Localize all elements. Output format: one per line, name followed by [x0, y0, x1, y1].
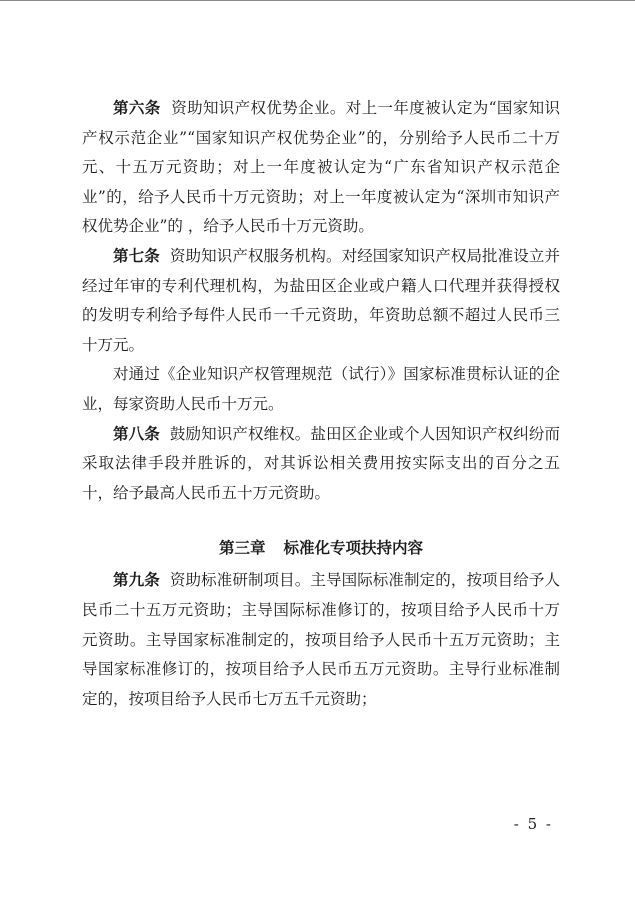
- article-8-paragraph: [82, 420, 560, 509]
- article-7-paragraph-2: 对通过《企业知识产权管理规范（试行）》国家标准贯标认证的企业，每家资助人民币十万元。: [82, 365, 560, 413]
- article-7-paragraph: [82, 242, 560, 360]
- article-8-label: 第八条: [113, 424, 160, 443]
- article-6-text: 资助知识产权优势企业。对上一年度被认定为“国家知识产权示范企业”“国家知识产权优势企业”的，分别给予人民币二十万元、十五万元资助；对上一年度被认定为“广东省知识产权示范企业”的，给予人民币十万元资助；对上一年度被认定为“深圳市知识产权优势企业”的 ，给予人民币十万元资助。: [82, 99, 560, 236]
- article-7-text: 资助知识产权服务机构。对经国家知识产权局批准设立并经过年审的专利代理机构，为盐田区企业或户籍人口代理并获得授权的发明专利给予每件人民币一千元资助，年资助总额不超过人民币三十万元。: [82, 246, 560, 354]
- article-9-text: 资助标准研制项目。主导国际标准制定的，按项目给予人民币二十五万元资助；主导国际标准修订的，按项目给予人民币十万元资助。主导国家标准制定的，按项目给予人民币十五万元资助；主导国家标准修订的，按项目给予人民币五万元资助。主导行业标准制定的，按项目给予人民币七万五千元资助；: [82, 571, 560, 708]
- top-border-line: [0, 0, 635, 1]
- article-8-text: 鼓励知识产权维权。盐田区企业或个人因知识产权纠纷而采取法律手段并胜诉的，对其诉讼相关费用按实际支出的百分之五十，给予最高人民币五十万元资助。: [82, 424, 560, 502]
- chapter-3-number: 第三章: [218, 539, 266, 558]
- article-6-paragraph: [82, 94, 560, 242]
- page-number: - 5 -: [513, 815, 553, 833]
- article-9-label: 第九条: [113, 571, 160, 590]
- document-body: [82, 94, 560, 714]
- article-7-label: 第七条: [113, 246, 160, 265]
- article-9-paragraph: [82, 566, 560, 714]
- chapter-3-title: 标准化专项扶持内容: [283, 539, 424, 558]
- article-6-label: 第六条: [113, 99, 161, 117]
- chapter-3-heading: [82, 536, 560, 560]
